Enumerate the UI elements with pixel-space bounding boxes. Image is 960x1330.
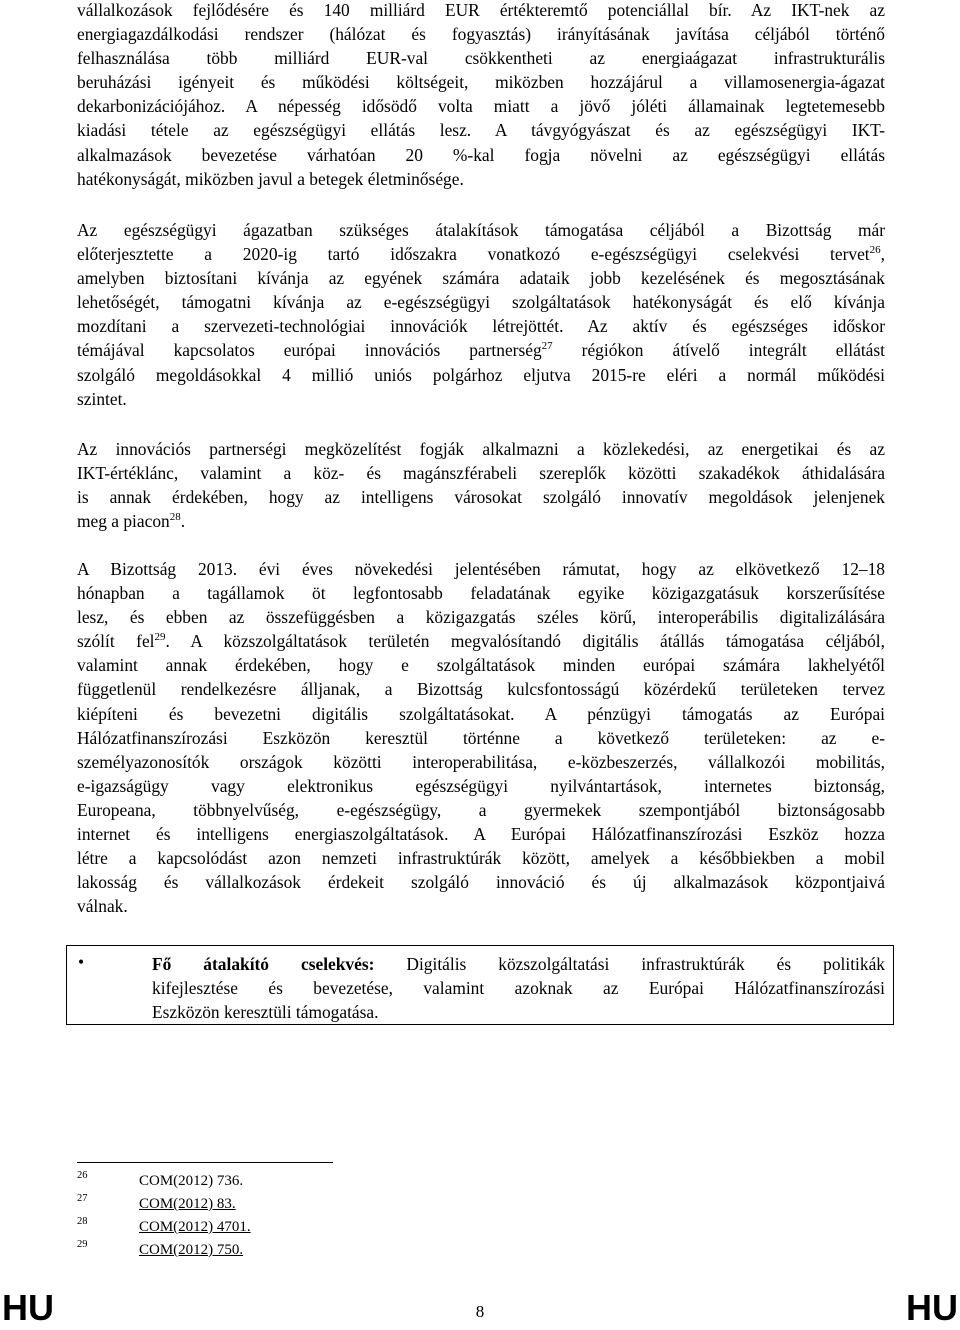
text-line: internet és intelligens energiaszolgáltatások. A Európai Hálózatfinanszírozási Eszköz hozza (77, 824, 885, 845)
text-line: lakosság és vállalkozások érdekeit szolgáló innováció és új alkalmazások központjaivá (77, 872, 885, 893)
footnote-ref-27[interactable]: 27 (541, 340, 553, 353)
key-action-lead: Fő átalakító cselekvés: (152, 954, 375, 974)
text-line: lehetőségét, támogatni kívánja az e-egészségügyi szolgáltatások hatékonyságát és elő kívánja (77, 292, 885, 313)
text-segment: meg a piacon (77, 511, 170, 532)
text-line: mozdítani a szervezeti-technológiai innovációk létrejöttét. Az aktív és egészséges időskor (77, 316, 885, 337)
footnote-link[interactable]: COM(2012) 750. (139, 1242, 244, 1258)
footnote-27 (77, 1193, 477, 1216)
footnote-link[interactable]: COM(2012) 4701. (139, 1219, 251, 1235)
text-line: kifejlesztése és bevezetése, valamint azoknak az Európai Hálózatfinanszírozási (152, 978, 885, 999)
text-line: beruházási igényeit és működési költségeit, miközben hozzájárul a villamosenergia-ágazat (77, 72, 885, 93)
footnote-number: 26 (77, 1170, 88, 1181)
text-line: hónapban a tagállamok öt legfontosabb feladatának egyike közigazgatásuk korszerűsítése (77, 583, 885, 604)
text-segment: régiókon átívelő integrált ellátást (552, 340, 885, 361)
text-line (77, 629, 885, 653)
text-line: Az egészségügyi ágazatban szükséges átalakítások támogatása céljából a Bizottság már (77, 220, 885, 240)
text-line: amelyben biztosítani kívánja az egyének számára adataik jobb kezelésének és megosztásának (77, 268, 885, 289)
footnote-separator (77, 1162, 333, 1163)
text-line: valamint annak érdekében, hogy e szolgáltatások minden európai számára lakhelyétől (77, 655, 885, 676)
text-line: e-igazságügy vagy elektronikus egészségügyi nyilvántartások, internetes biztonság, (77, 775, 885, 796)
text-segment: Digitális közszolgáltatási infrastruktúrák és politikák (374, 954, 885, 974)
text-line: is annak érdekében, hogy az intelligens városokat szolgáló innovatív megoldások jelenjenek (77, 487, 885, 508)
text-line: függetlenül rendelkezésre álljanak, a Bizottság kulcsfontosságú közérdekű területeken tervez (77, 679, 885, 700)
text-line: létre a kapcsolódást azon nemzeti infrastruktúrák között, amelyek a későbbiekben a mobil (77, 848, 885, 869)
page-number: 8 (475, 1302, 485, 1321)
text-segment: . (180, 511, 186, 532)
text-line: lesz, és ebben az összefüggésben a közigazgatás széles körű, interoperábilis digitalizálására (77, 607, 885, 628)
text-line: felhasználása több milliárd EUR-val csökkentheti az energiaágazat infrastrukturális (77, 48, 885, 69)
text-line: IKT-értéklánc, valamint a köz- és magánszférabeli szereplők közötti szakadékok áthidalására (77, 463, 885, 484)
text-line: vállalkozások fejlődésére és 140 milliárd EUR értékteremtő potenciállal bír. Az IKT-nek az (77, 0, 885, 20)
footnote-ref-26[interactable]: 26 (869, 244, 881, 257)
footnote-28 (77, 1216, 477, 1239)
text-segment: , (880, 244, 885, 265)
language-code-right: HU (906, 1287, 958, 1328)
text-line: kiadási tétele az egészségügyi ellátás lesz. A távgyógyászat és az egészségügyi IKT- (77, 120, 885, 141)
key-action-text (152, 952, 885, 1024)
footnote-link[interactable]: COM(2012) 83. (139, 1196, 236, 1212)
text-line: hatékonyságát, miközben javul a betegek életminősége. (77, 168, 464, 189)
paragraph-ikt-energy-health (77, 0, 885, 191)
footnote-26 (77, 1170, 477, 1193)
footnote-number: 27 (77, 1193, 88, 1204)
text-line (77, 338, 885, 362)
footnote-ref-29[interactable]: 29 (154, 631, 166, 644)
text-line: személyazonosítók országok közötti interoperabilitása, e-közbeszerzés, vállalkozói mobilitás, (77, 751, 885, 772)
footnote-number: 29 (77, 1239, 88, 1250)
footnotes (77, 1170, 477, 1262)
paragraph-annual-growth-survey (77, 557, 885, 918)
text-segment: előterjesztette a 2020-ig tartó időszakra vonatkozó e-egészségügyi cselekvési tervet (77, 244, 870, 265)
text-line (152, 952, 885, 976)
text-segment: . A közszolgáltatások területén megvalósítandó digitális átállás támogatása céljából, (165, 631, 885, 652)
paragraph-innovation-partnership (77, 437, 885, 533)
key-action-box (66, 945, 894, 1025)
footnote-text: COM(2012) 736. (139, 1173, 244, 1189)
text-line: szintet. (77, 388, 127, 409)
language-code-left: HU (2, 1287, 54, 1328)
text-segment: szólít fel (77, 631, 155, 652)
footnote-ref-28[interactable]: 28 (169, 511, 181, 524)
text-line: dekarbonizációjához. A népesség idősödő volta miatt a jövő jóléti államainak legtetemesebb (77, 96, 885, 117)
footnote-29 (77, 1239, 477, 1262)
paragraph-ehealth-action-plan (77, 218, 885, 411)
text-segment: témájával kapcsolatos európai innovációs partnerség (77, 340, 542, 361)
text-line: Hálózatfinanszírozási Eszközön keresztül történne a következő területeken: az e- (77, 727, 885, 748)
text-line: Europeana, többnyelvűség, e-egészségügy, a gyermekek szempontjából biztonságosabb (77, 799, 885, 820)
footnote-number: 28 (77, 1216, 88, 1227)
text-line (77, 509, 885, 533)
text-line: válnak. (77, 896, 128, 917)
text-line: Az innovációs partnerségi megközelítést fogják alkalmazni a közlekedési, az energetikai és az (77, 439, 885, 459)
text-line: szolgáló megoldásokkal 4 millió uniós polgárhoz eljutva 2015-re eléri a normál működési (77, 364, 885, 385)
text-line: kiépíteni és bevezetni digitális szolgáltatásokat. A pénzügyi támogatás az Európai (77, 703, 885, 724)
text-line: Eszközön keresztüli támogatása. (152, 1002, 379, 1023)
text-line (77, 242, 885, 266)
text-line: alkalmazások bevezetése várhatóan 20 %-kal fogja növelni az egészségügyi ellátás (77, 144, 885, 165)
text-line: A Bizottság 2013. évi éves növekedési jelentésében rámutat, hogy az elkövetkező 12–18 (77, 559, 885, 579)
text-line: energiagazdálkodási rendszer (hálózat és fogyasztás) irányításának javítása céljából történő (77, 24, 885, 45)
bullet-icon: • (78, 952, 85, 972)
